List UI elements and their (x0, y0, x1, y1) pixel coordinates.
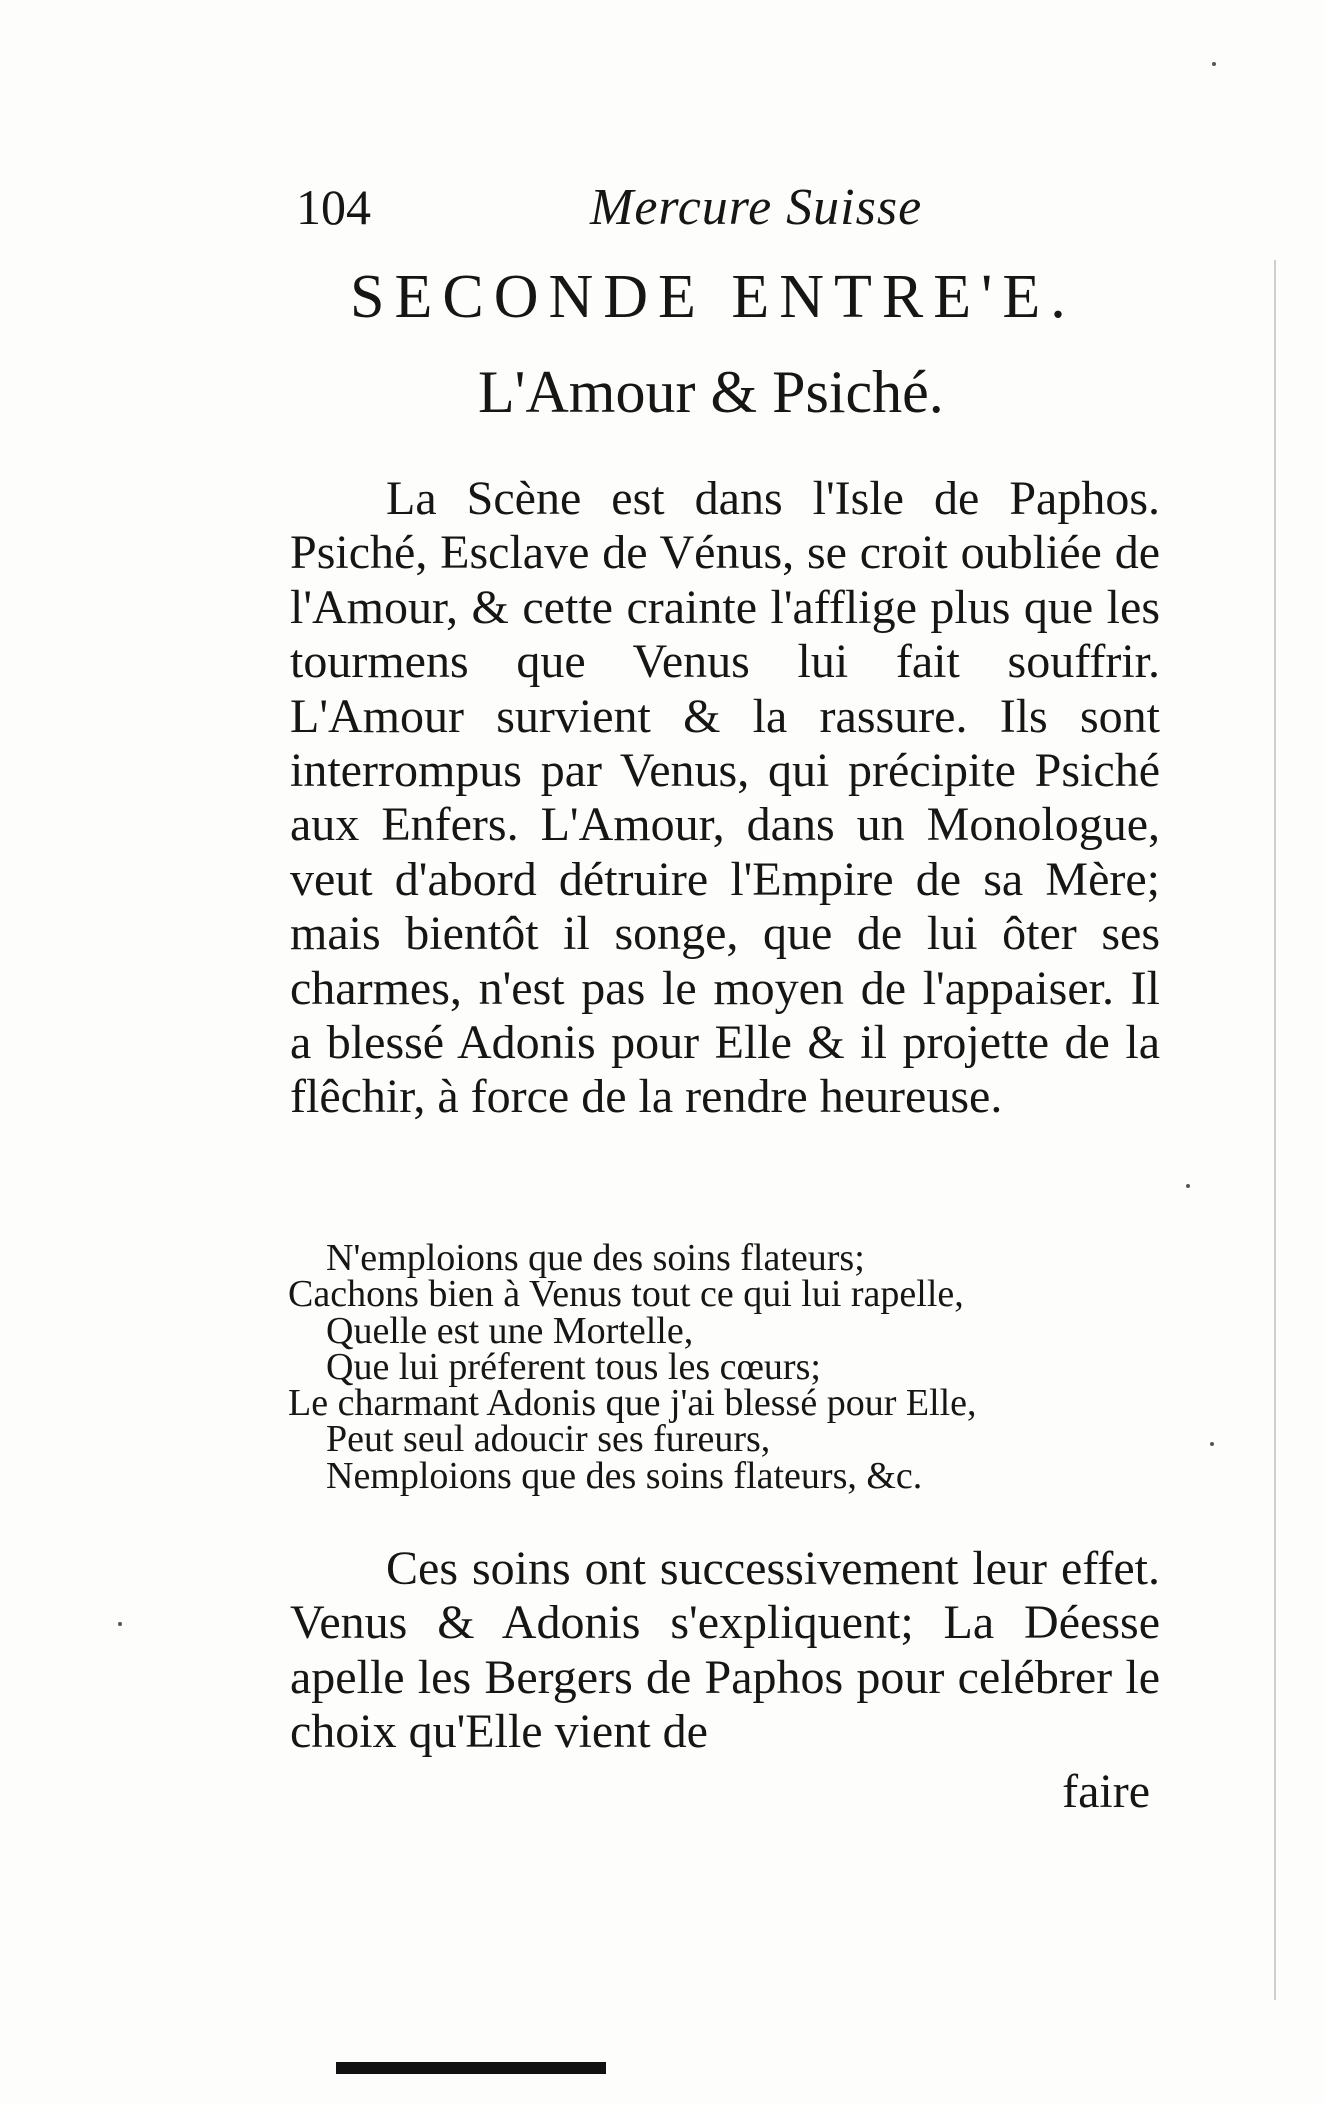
verse-line: Cachons bien à Venus tout ce qui lui rapelle, (288, 1273, 964, 1316)
running-header (296, 178, 1036, 248)
verse-line: Peut seul adoucir ses fureurs, (326, 1418, 771, 1461)
verse-block (288, 1237, 1158, 1497)
verse-line: Que lui préferent tous les cœurs; (326, 1345, 821, 1388)
verse-line: Nemploions que des soins flateurs, &c. (326, 1454, 923, 1497)
section-title: SECONDE ENTRE'E. (350, 263, 1076, 331)
catchword: faire (1062, 1765, 1150, 1818)
section-subtitle: L'Amour & Psiché. (478, 359, 944, 425)
continuation-paragraph (290, 1542, 1160, 1760)
page-edge-line (1274, 260, 1276, 2000)
argument-paragraph (290, 472, 1160, 1125)
paragraph-text: Ces soins ont successivement leur effet. Venus & Adonis s'expliquent; La Déesse apelle les Bergers de Paphos pour celébrer le choix qu'Elle vient de (290, 1542, 1160, 1759)
page-number: 104 (296, 179, 371, 235)
verse-line: N'emploions que des soins flateurs; (326, 1237, 865, 1279)
paragraph-text: La Scène est dans l'Isle de Paphos. Psiché, Esclave de Vénus, se croit oubliée de l'Amour, & cette crainte l'afflige plus que les tourmens que Venus lui fait souffrir. L'Amour survient & la rassure. Ils sont interrompus par Venus, qui précipite Psiché aux Enfers. L'Amour, dans un Monologue, veut d'abord détruire l'Empire de sa Mère; mais bientôt il songe, que de lui ôter ses charmes, n'est pas le moyen de l'appaiser. Il a blessé Adonis pour Elle & il projette de la flêchir, à force de la rendre heureuse. (290, 472, 1160, 1124)
verse-line: Le charmant Adonis que j'ai blessé pour Elle, (288, 1382, 977, 1425)
verse-line: Quelle est une Mortelle, (326, 1309, 694, 1352)
running-title: Mercure Suisse (590, 179, 923, 236)
ink-speck (118, 1622, 122, 1626)
bottom-ink-mark (336, 2062, 606, 2074)
ink-speck (1186, 1184, 1190, 1188)
ink-speck (1212, 62, 1216, 66)
ink-speck (1210, 1442, 1214, 1446)
